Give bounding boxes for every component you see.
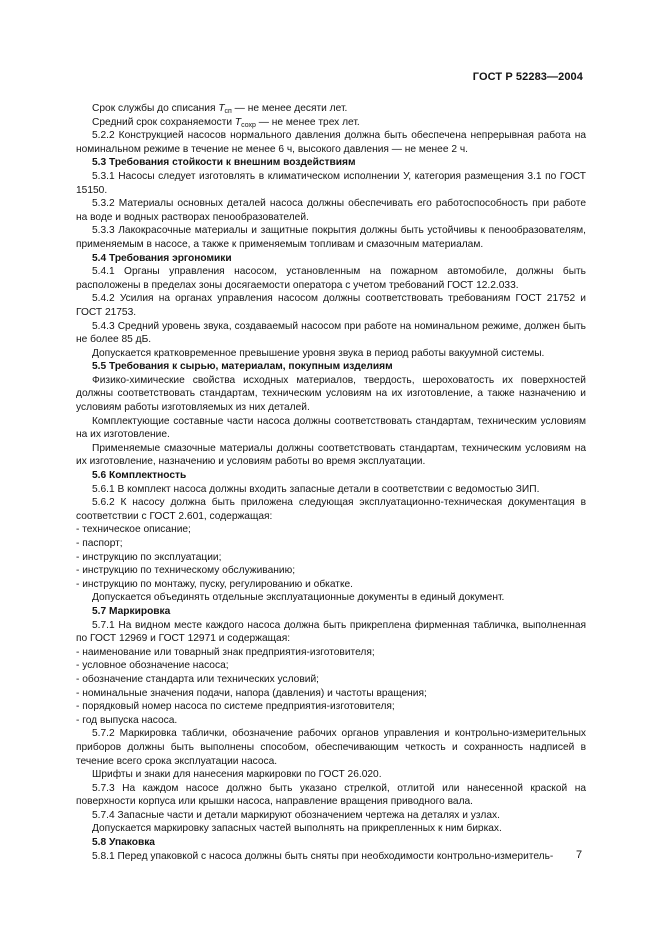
paragraph-5-2-2: 5.2.2 Конструкцией насосов нормального давления должна быть обеспечена непрерывная работа на номинальном режиме в течение не менее 6 ч, высокого давления — не менее 2 ч. <box>76 130 586 155</box>
list-item: - номинальные значения подачи, напора (давления) и частоты вращения; <box>76 687 586 701</box>
list-item: - инструкцию по техническому обслуживанию; <box>76 564 586 578</box>
paragraph-5-7-2: 5.7.2 Маркировка таблички, обозначение рабочих органов управления и контрольно-измерительных приборов должны быть выполнены способом, обеспечивающим четкость и сохранность надписей в течение всего срока эксплуатации насоса. <box>76 728 586 767</box>
list-item: - паспорт; <box>76 537 586 551</box>
list-item: - порядковый номер насоса по системе предприятия-изготовителя; <box>76 700 586 714</box>
page-number: 7 <box>576 849 583 861</box>
list-item: - обозначение стандарта или технических условий; <box>76 673 586 687</box>
paragraph-5-4-3: 5.4.3 Средний уровень звука, создаваемый насосом при работе на номинальном режиме, должен быть не более 85 дБ. <box>76 320 586 346</box>
list-item: - условное обозначение насоса; <box>76 659 586 673</box>
section-heading-5-6: 5.6 Комплектность <box>92 470 187 482</box>
section-heading-5-3: 5.3 Требования стойкости к внешним воздействиям <box>92 157 356 169</box>
document-header: ГОСТ Р 52283—2004 <box>472 71 583 83</box>
list-item: - техническое описание; <box>76 523 586 537</box>
paragraph-5-7-4: 5.7.4 Запасные части и детали маркируют обозначением чертежа на деталях и узлах. <box>92 809 500 821</box>
paragraph-5-3-1: 5.3.1 Насосы следует изготовлять в климатическом исполнении У, категория размещения 3.1 по ГОСТ 15150. <box>76 170 586 196</box>
storage-life-line: Средний срок сохраняемости $T_{сохр}$ — не менее трех лет. <box>92 116 360 129</box>
paragraph-5-3-3: 5.3.3 Лакокрасочные материалы и защитные покрытия должны быть устойчивы к пенообразователям, применяемым в насосе, а также к применяемым топливам и смазочным материалам. <box>76 225 586 250</box>
section-heading-5-5: 5.5 Требования к сырью, материалам, покупным изделиям <box>92 361 393 373</box>
paragraph-5-6-1: 5.6.1 В комплект насоса должны входить запасные детали в соответствии с ведомостью ЗИП. <box>92 483 540 495</box>
paragraph-5-5-b: Комплектующие составные части насоса должны соответствовать стандартам, техническим условиям на их изготовление. <box>76 415 586 441</box>
paragraph-5-6-note: Допускается объединять отдельные эксплуатационные документы в единый документ. <box>92 592 505 604</box>
paragraph-5-5-a: Физико-химические свойства исходных материалов, твердость, шероховатость их поверхностей должны соответствовать стандартам, техническим условиям на их изготовление, а также назначению и условиям работы изготовляемых из них деталей. <box>76 374 586 414</box>
list-item: - инструкцию по монтажу, пуску, регулированию и обкатке. <box>76 578 586 592</box>
paragraph-5-7-note: Допускается маркировку запасных частей выполнять на прикрепленных к ним бирках. <box>92 823 502 835</box>
paragraph-5-6-2: 5.6.2 К насосу должна быть приложена следующая эксплуатационно-техническая документация в соответствии с ГОСТ 2.601, содержащая: <box>76 497 586 522</box>
paragraph-5-4-1: 5.4.1 Органы управления насосом, установленным на пожарном автомобиле, должны быть расположены в пределах зоны досягаемости оператора с учетом требований ГОСТ 12.2.033. <box>76 266 586 291</box>
page-body <box>76 102 586 863</box>
paragraph-5-8-1: 5.8.1 Перед упаковкой с насоса должны быть сняты при необходимости контрольно-измеритель- <box>92 850 554 862</box>
paragraph-5-4-note: Допускается кратковременное превышение уровня звука в период работы вакуумной системы. <box>92 347 545 359</box>
paragraph-5-5-c: Применяемые смазочные материалы должны соответствовать стандартам, техническим условиям на их изготовление, назначению и условиям работы во время эксплуатации. <box>76 442 586 468</box>
list-item: - инструкцию по эксплуатации; <box>76 551 586 565</box>
paragraph-5-7-fonts: Шрифты и знаки для нанесения маркировки по ГОСТ 26.020. <box>92 769 382 781</box>
section-heading-5-4: 5.4 Требования эргономики <box>92 252 232 264</box>
section-heading-5-8: 5.8 Упаковка <box>92 837 155 849</box>
list-item: - год выпуска насоса. <box>76 714 586 728</box>
section-heading-5-7: 5.7 Маркировка <box>92 605 171 617</box>
paragraph-5-7-1: 5.7.1 На видном месте каждого насоса должна быть прикреплена фирменная табличка, выполненная по ГОСТ 12969 и ГОСТ 12971 и содержащая: <box>76 619 586 645</box>
paragraph-5-3-2: 5.3.2 Материалы основных деталей насоса должны обеспечивать его работоспособность при работе на воде и водных растворах пенообразователей. <box>76 198 586 223</box>
paragraph-5-7-3: 5.7.3 На каждом насосе должно быть указано стрелкой, отлитой или нанесенной краской на поверхности корпуса или крышки насоса, направление вращения приводного вала. <box>76 782 586 808</box>
service-life-line: Срок службы до списания $T_{сп}$ — не менее десяти лет. <box>92 103 348 115</box>
paragraph-5-4-2: 5.4.2 Усилия на органах управления насосом должны соответствовать требованиям ГОСТ 21752 и ГОСТ 21753. <box>76 293 586 318</box>
list-item: - наименование или товарный знак предприятия-изготовителя; <box>76 646 586 660</box>
